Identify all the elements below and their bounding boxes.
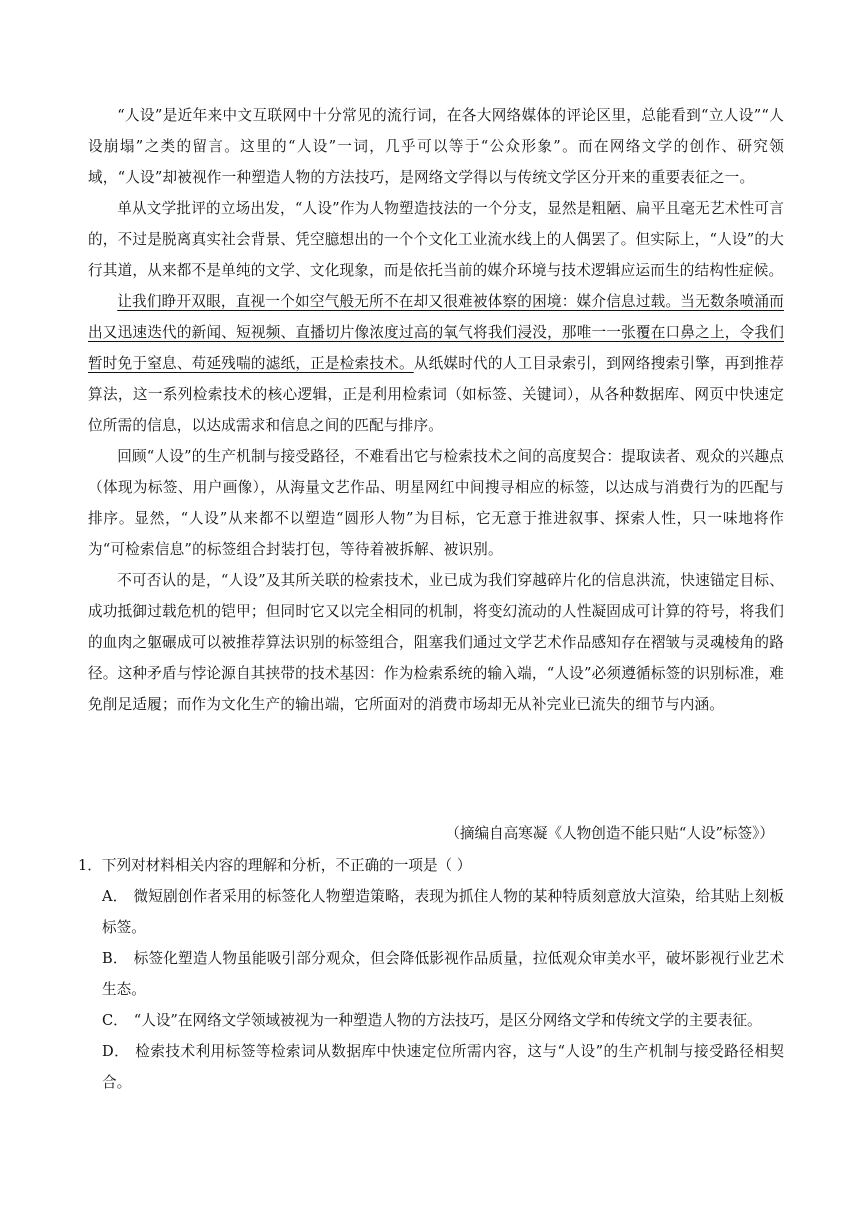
option-d[interactable] — [78, 1036, 784, 1098]
option-a-label: A． — [102, 888, 128, 905]
underlined-sentence: 让我们睁开双眼，直视一个如空气般无所不在却又很难被体察的困境：媒介信息过载。当无数条喷涌而出又迅速迭代的新闻、短视频、直播切片像浓度过高的氧气将我们浸没，那唯一一张覆在口鼻之上，令我们暂时免于窒息、苟延残喘的滤纸，正是检索技术。 — [88, 293, 784, 372]
option-d-text: 检索技术利用标签等检索词从数据库中快速定位所需内容，这与“人设”的生产机制与接受路径相契合。 — [102, 1043, 784, 1091]
option-c-label: C． — [102, 1012, 128, 1029]
reading-passage — [88, 100, 784, 720]
passage-paragraph-5: 不可否认的是，“人设”及其所关联的检索技术，业已成为我们穿越碎片化的信息洪流，快速锚定目标、成功抵御过载危机的铠甲；但同时它又以完全相同的机制，将变幻流动的人性凝固成可计算的符号，将我们的血肉之躯碾成可以被推荐算法识别的标签组合，阻塞我们通过文学艺术作品感知存在褶皱与灵魂棱角的路径。这种矛盾与悖论源自其挟带的技术基因：作为检索系统的输入端，“人设”必须遵循标签的识别标准，难免削足适履；而作为文化生产的输出端，它所面对的消费市场却无从补完业已流失的细节与内涵。 — [88, 572, 784, 713]
option-b-text: 标签化塑造人物虽能吸引部分观众，但会降低影视作品质量，拉低观众审美水平，破坏影视行业艺术生态。 — [102, 950, 784, 998]
passage-paragraph-3 — [88, 286, 784, 441]
paragraph-3-rest: 从纸媒时代的人工目录索引，到网络搜索引擎，再到推荐算法，这一系列检索技术的核心逻辑，正是利用检索词（如标签、关键词），从各种数据库、网页中快速定位所需的信息，以达成需求和信息之间的匹配与排序。 — [88, 355, 784, 434]
option-a-text: 微短剧创作者采用的标签化人物塑造策略，表现为抓住人物的某种特质刻意放大渲染，给其贴上刻板标签。 — [102, 888, 784, 936]
option-a[interactable] — [78, 881, 784, 943]
option-b[interactable] — [78, 943, 784, 1005]
option-d-label: D． — [102, 1043, 130, 1060]
question-stem: 1．下列对材料相关内容的理解和分析，不正确的一项是（ ） — [78, 857, 472, 874]
passage-paragraph-2: 单从文学批评的立场出发，“人设”作为人物塑造技法的一个分支，显然是粗陋、扁平且毫无艺术性可言的，不过是脱离真实社会背景、凭空臆想出的一个个文化工业流水线上的人偶罢了。但实际上，“人设”的大行其道，从来都不是单纯的文学、文化现象，而是依托当前的媒介环境与技术逻辑应运而生的结构性症候。 — [88, 200, 784, 279]
question-1 — [78, 850, 784, 1098]
option-c[interactable] — [78, 1005, 784, 1036]
source-citation: （摘编自高寒凝《人物创造不能只贴“人设”标签》） — [445, 825, 774, 842]
passage-paragraph-4: 回顾“人设”的生产机制与接受路径，不难看出它与检索技术之间的高度契合：提取读者、观众的兴趣点（体现为标签、用户画像），从海量文艺作品、明星网红中间搜寻相应的标签，以达成与消费行为的匹配与排序。显然，“人设”从来都不以塑造“圆形人物”为目标，它无意于推进叙事、探索人性，只一味地将作为“可检索信息”的标签组合封装打包，等待着被拆解、被识别。 — [88, 448, 784, 558]
passage-paragraph-1: “人设”是近年来中文互联网中十分常见的流行词，在各大网络媒体的评论区里，总能看到“立人设”“人设崩塌”之类的留言。这里的“人设”一词，几乎可以等于“公众形象”。而在网络文学的创作、研究领域，“人设”却被视作一种塑造人物的方法技巧，是网络文学得以与传统文学区分开来的重要表征之一。 — [88, 107, 784, 186]
option-b-label: B． — [102, 950, 128, 967]
option-c-text: “人设”在网络文学领域被视为一种塑造人物的方法技巧，是区分网络文学和传统文学的主要表征。 — [133, 1012, 762, 1029]
